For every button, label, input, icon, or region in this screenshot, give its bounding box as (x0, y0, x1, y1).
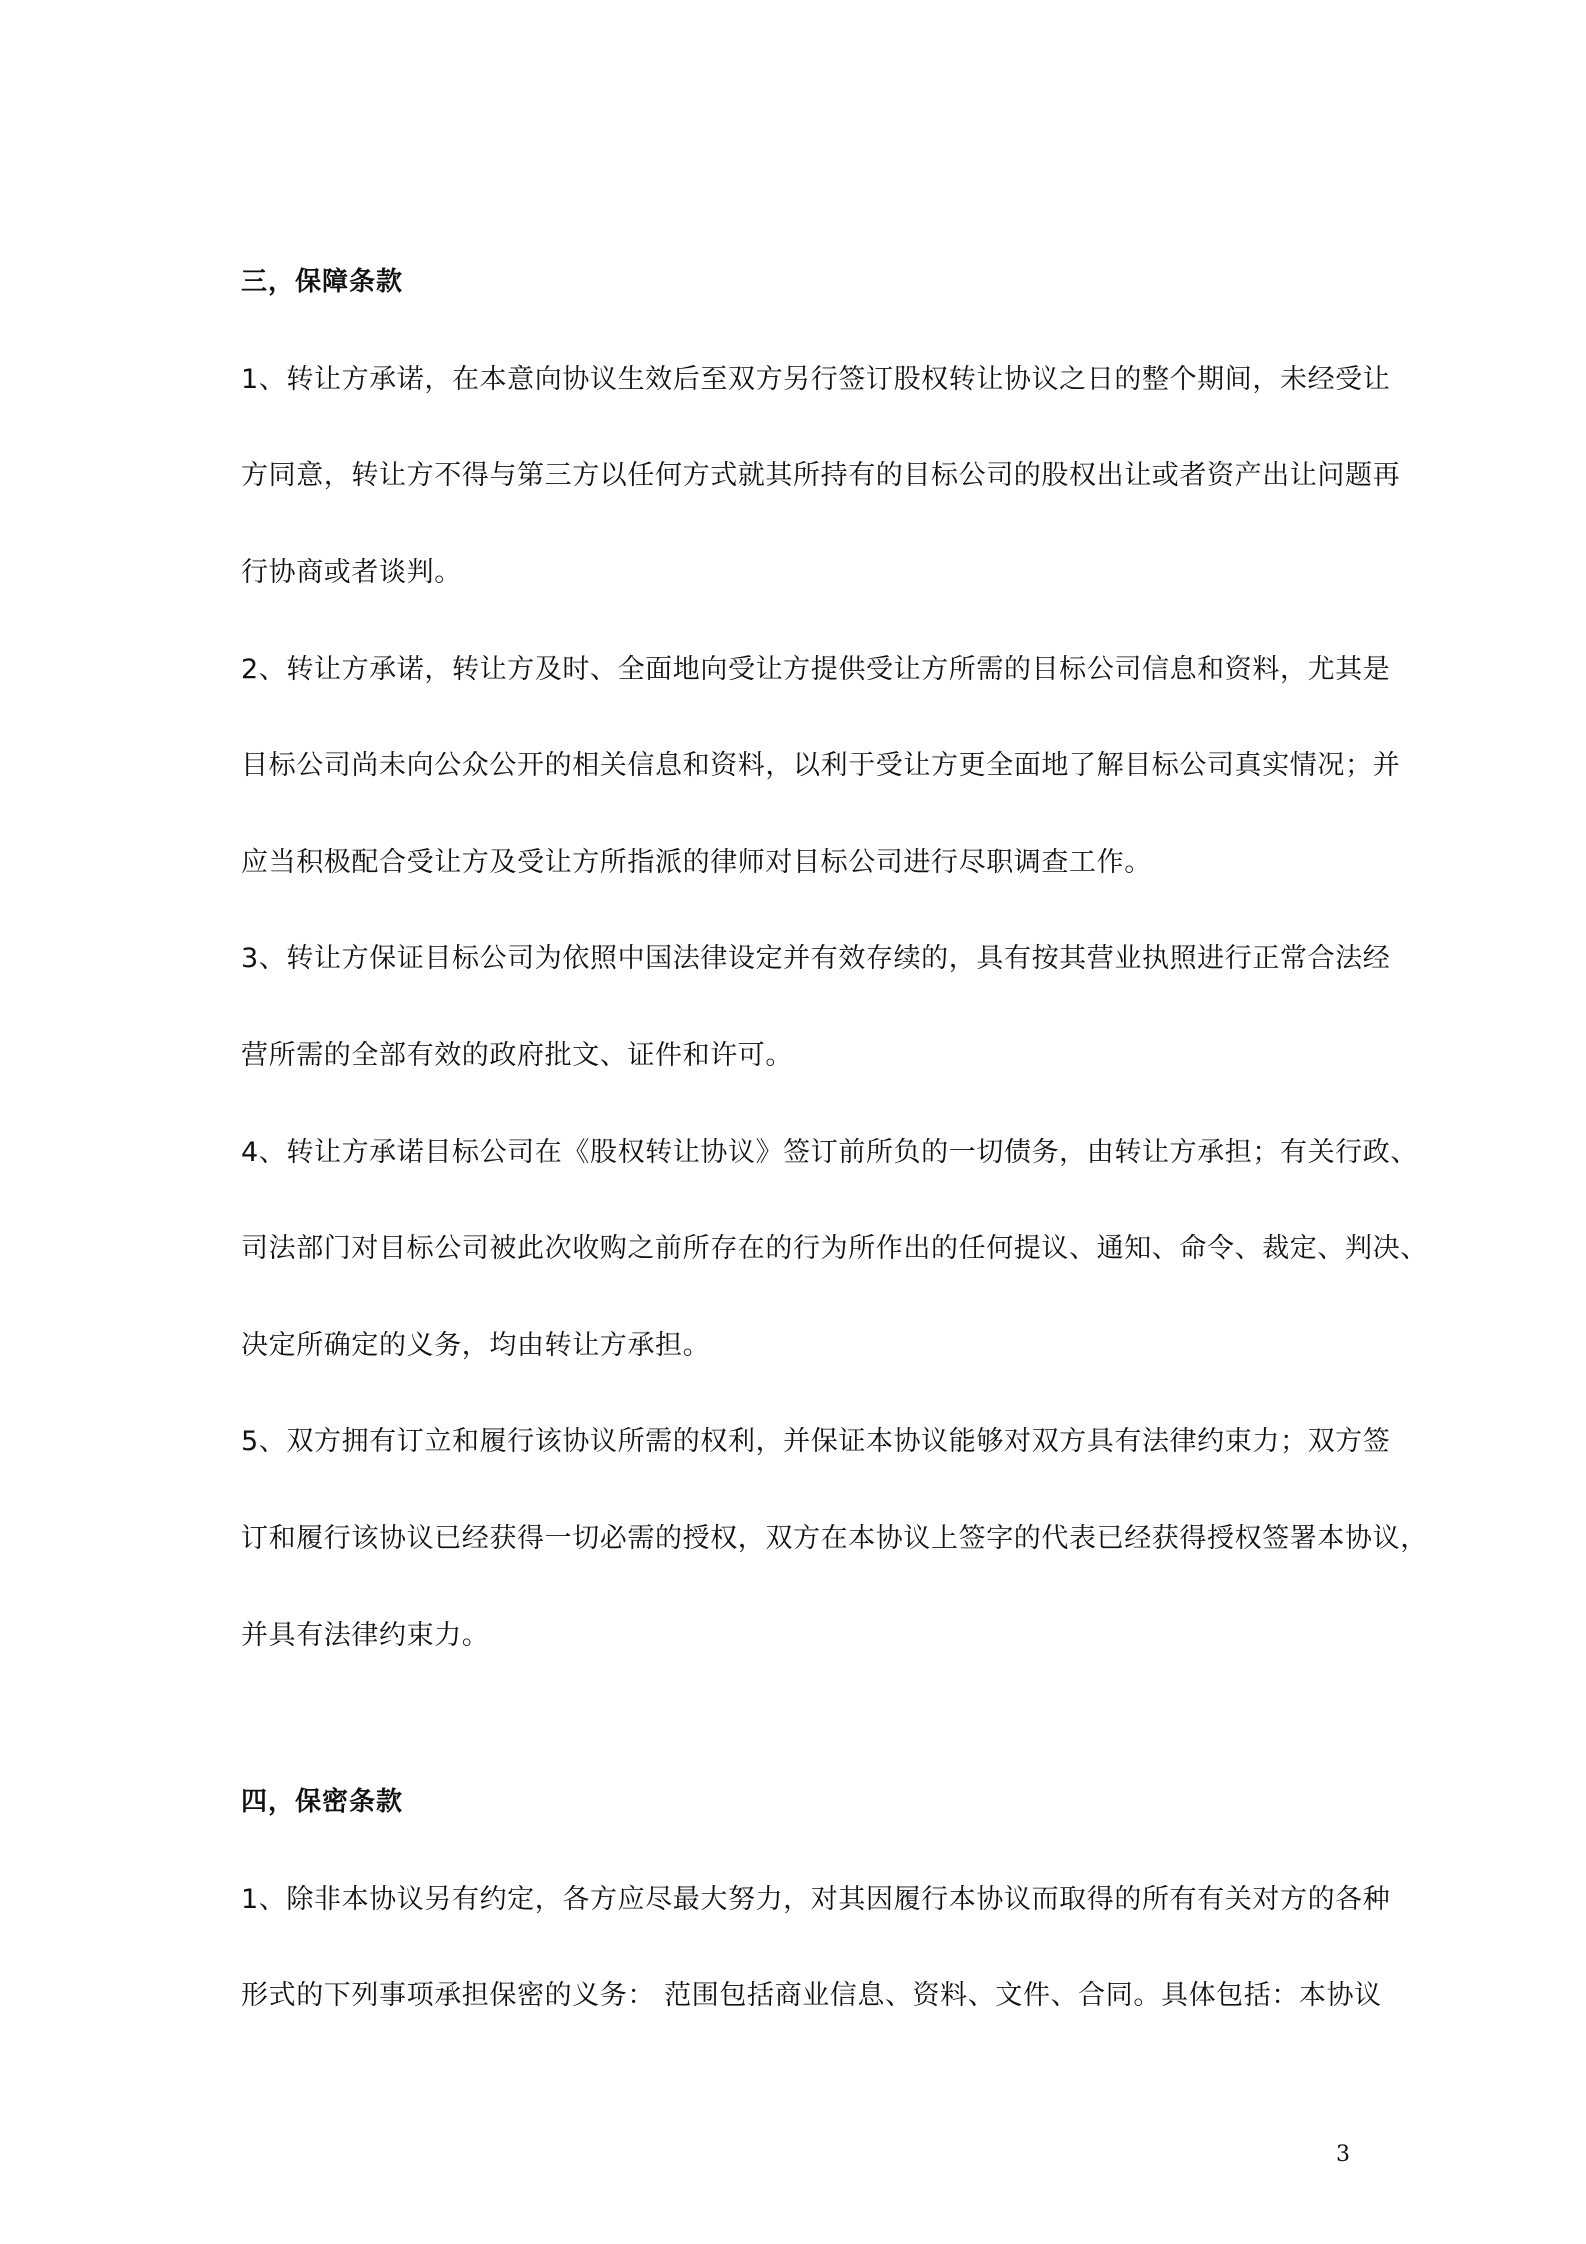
section-3-clause-2-line-2: 目标公司尚未向公众公开的相关信息和资料，以利于受让方更全面地了解目标公司真实情况；并 (241, 750, 1401, 781)
section-3-heading: 三，保障条款 (241, 267, 404, 297)
page-number: 3 (1336, 2142, 1350, 2167)
section-4-heading: 四，保密条款 (241, 1787, 404, 1817)
section-3-clause-4-line-3: 决定所确定的义务，均由转让方承担。 (241, 1330, 711, 1361)
section-3-clause-2-line-3: 应当积极配合受让方及受让方所指派的律师对目标公司进行尽职调查工作。 (241, 847, 1152, 878)
section-3-clause-2-line-1: 2、转让方承诺，转让方及时、全面地向受让方提供受让方所需的目标公司信息和资料，尤其是 (241, 654, 1391, 685)
section-3-clause-3-line-1: 3、转让方保证目标公司为依照中国法律设定并有效存续的，具有按其营业执照进行正常合法经 (241, 943, 1391, 974)
section-3-clause-1-line-1: 1、转让方承诺，在本意向协议生效后至双方另行签订股权转让协议之日的整个期间，未经受让 (241, 364, 1391, 395)
section-3-clause-3-line-2: 营所需的全部有效的政府批文、证件和许可。 (241, 1040, 793, 1071)
section-4-clause-1-line-1: 1、除非本协议另有约定，各方应尽最大努力，对其因履行本协议而取得的所有有关对方的各种 (241, 1884, 1391, 1915)
section-3-clause-5-line-1: 5、双方拥有订立和履行该协议所需的权利，并保证本协议能够对双方具有法律约束力；双方签 (241, 1426, 1391, 1457)
section-3-clause-4-line-2: 司法部门对目标公司被此次收购之前所存在的行为所作出的任何提议、通知、命令、裁定、判决、 (241, 1233, 1428, 1264)
section-3-clause-1-line-3: 行协商或者谈判。 (241, 557, 462, 588)
section-3-clause-5-line-3: 并具有法律约束力。 (241, 1620, 490, 1651)
section-4-clause-1-line-2: 形式的下列事项承担保密的义务： 范围包括商业信息、资料、文件、合同。具体包括：本协议 (241, 1980, 1382, 2011)
section-3-clause-1-line-2: 方同意，转让方不得与第三方以任何方式就其所持有的目标公司的股权出让或者资产出让问题再 (241, 460, 1401, 491)
section-3-clause-5-line-2: 订和履行该协议已经获得一切必需的授权，双方在本协议上签字的代表已经获得授权签署本协议， (241, 1523, 1428, 1554)
section-3-clause-4-line-1: 4、转让方承诺目标公司在《股权转让协议》签订前所负的一切债务，由转让方承担；有关行政、 (241, 1137, 1418, 1168)
